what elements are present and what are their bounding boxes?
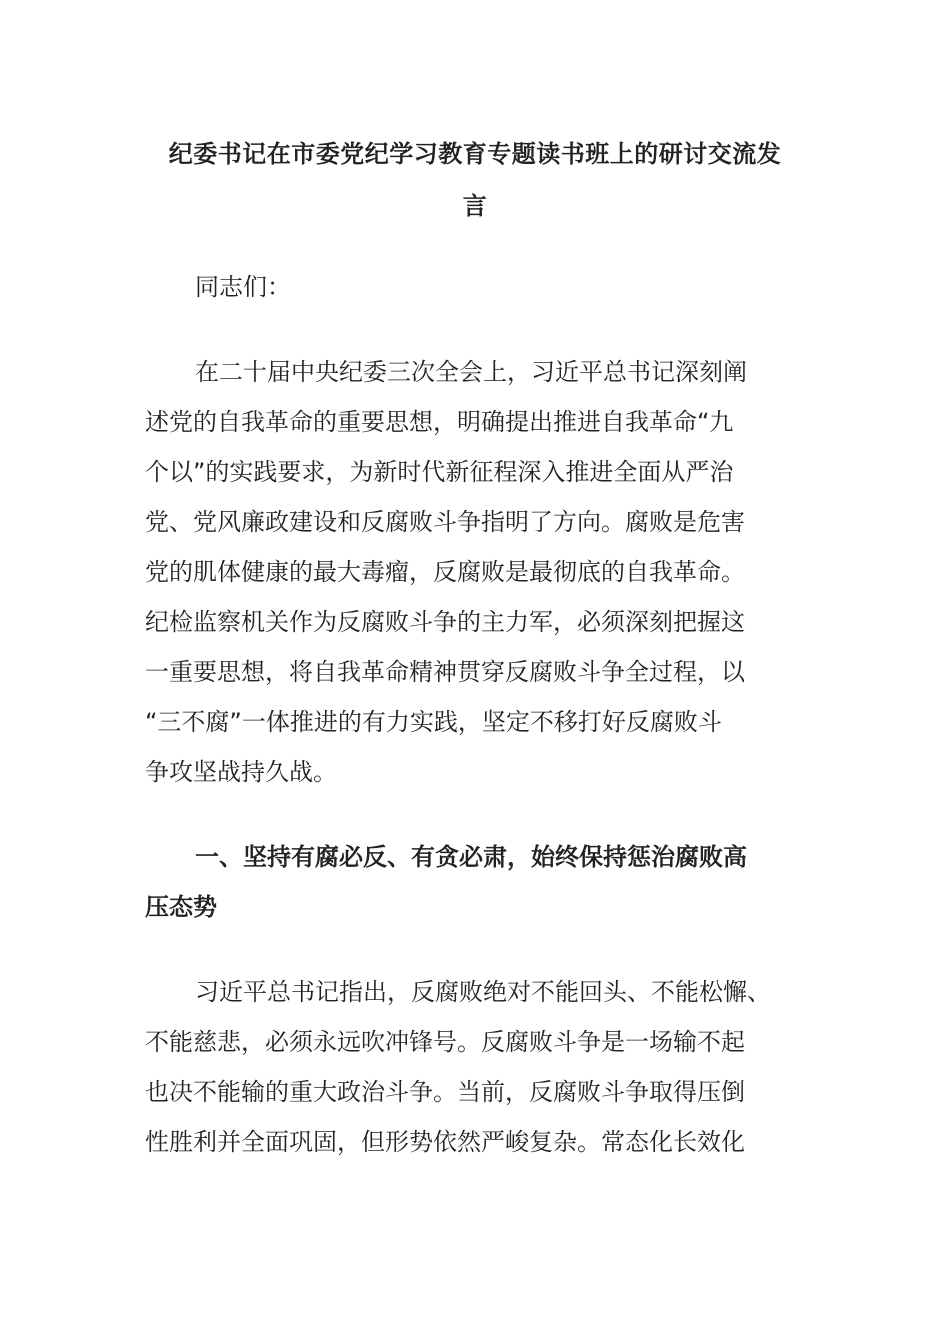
paragraph-1-line: 一重要思想，将自我革命精神贯穿反腐败斗争全过程，以: [145, 658, 745, 686]
paragraph-1-line: 在二十届中央纪委三次全会上，习近平总书记深刻阐: [195, 358, 747, 386]
paragraph-2-line: 性胜利并全面巩固，但形势依然严峻复杂。常态化长效化: [145, 1128, 745, 1156]
paragraph-1-line: 述党的自我革命的重要思想，明确提出推进自我革命“九: [145, 408, 734, 436]
title-line-1: 纪委书记在市委党纪学习教育专题读书班上的研讨交流发: [168, 140, 782, 168]
paragraph-2-line: 不能慈悲，必须永远吹冲锋号。反腐败斗争是一场输不起: [145, 1028, 745, 1056]
paragraph-1-line: 纪检监察机关作为反腐败斗争的主力军，必须深刻把握这: [145, 608, 745, 636]
paragraph-1-line: 党的肌体健康的最大毒瘤，反腐败是最彻底的自我革命。: [145, 558, 745, 586]
document-title: [145, 128, 805, 232]
paragraph-1-line: 个以”的实践要求，为新时代新征程深入推进全面从严治: [145, 458, 734, 486]
section-heading-1: 一、坚持有腐必反、有贪必肃，始终保持惩治腐败高: [195, 843, 747, 871]
title-line-2: 言: [462, 192, 488, 220]
paragraph-2-line: 也决不能输的重大政治斗争。当前，反腐败斗争取得压倒: [145, 1078, 745, 1106]
salutation: 同志们：: [195, 273, 291, 301]
paragraph-1-line: 争攻坚战持久战。: [145, 758, 337, 786]
paragraph-1-line: 党、党风廉政建设和反腐败斗争指明了方向。腐败是危害: [145, 508, 745, 536]
paragraph-2-line: 习近平总书记指出，反腐败绝对不能回头、不能松懈、: [195, 978, 771, 1006]
section-heading-1: 压态势: [145, 893, 217, 921]
paragraph-1-line: “三不腐”一体推进的有力实践，坚定不移打好反腐败斗: [145, 708, 722, 736]
